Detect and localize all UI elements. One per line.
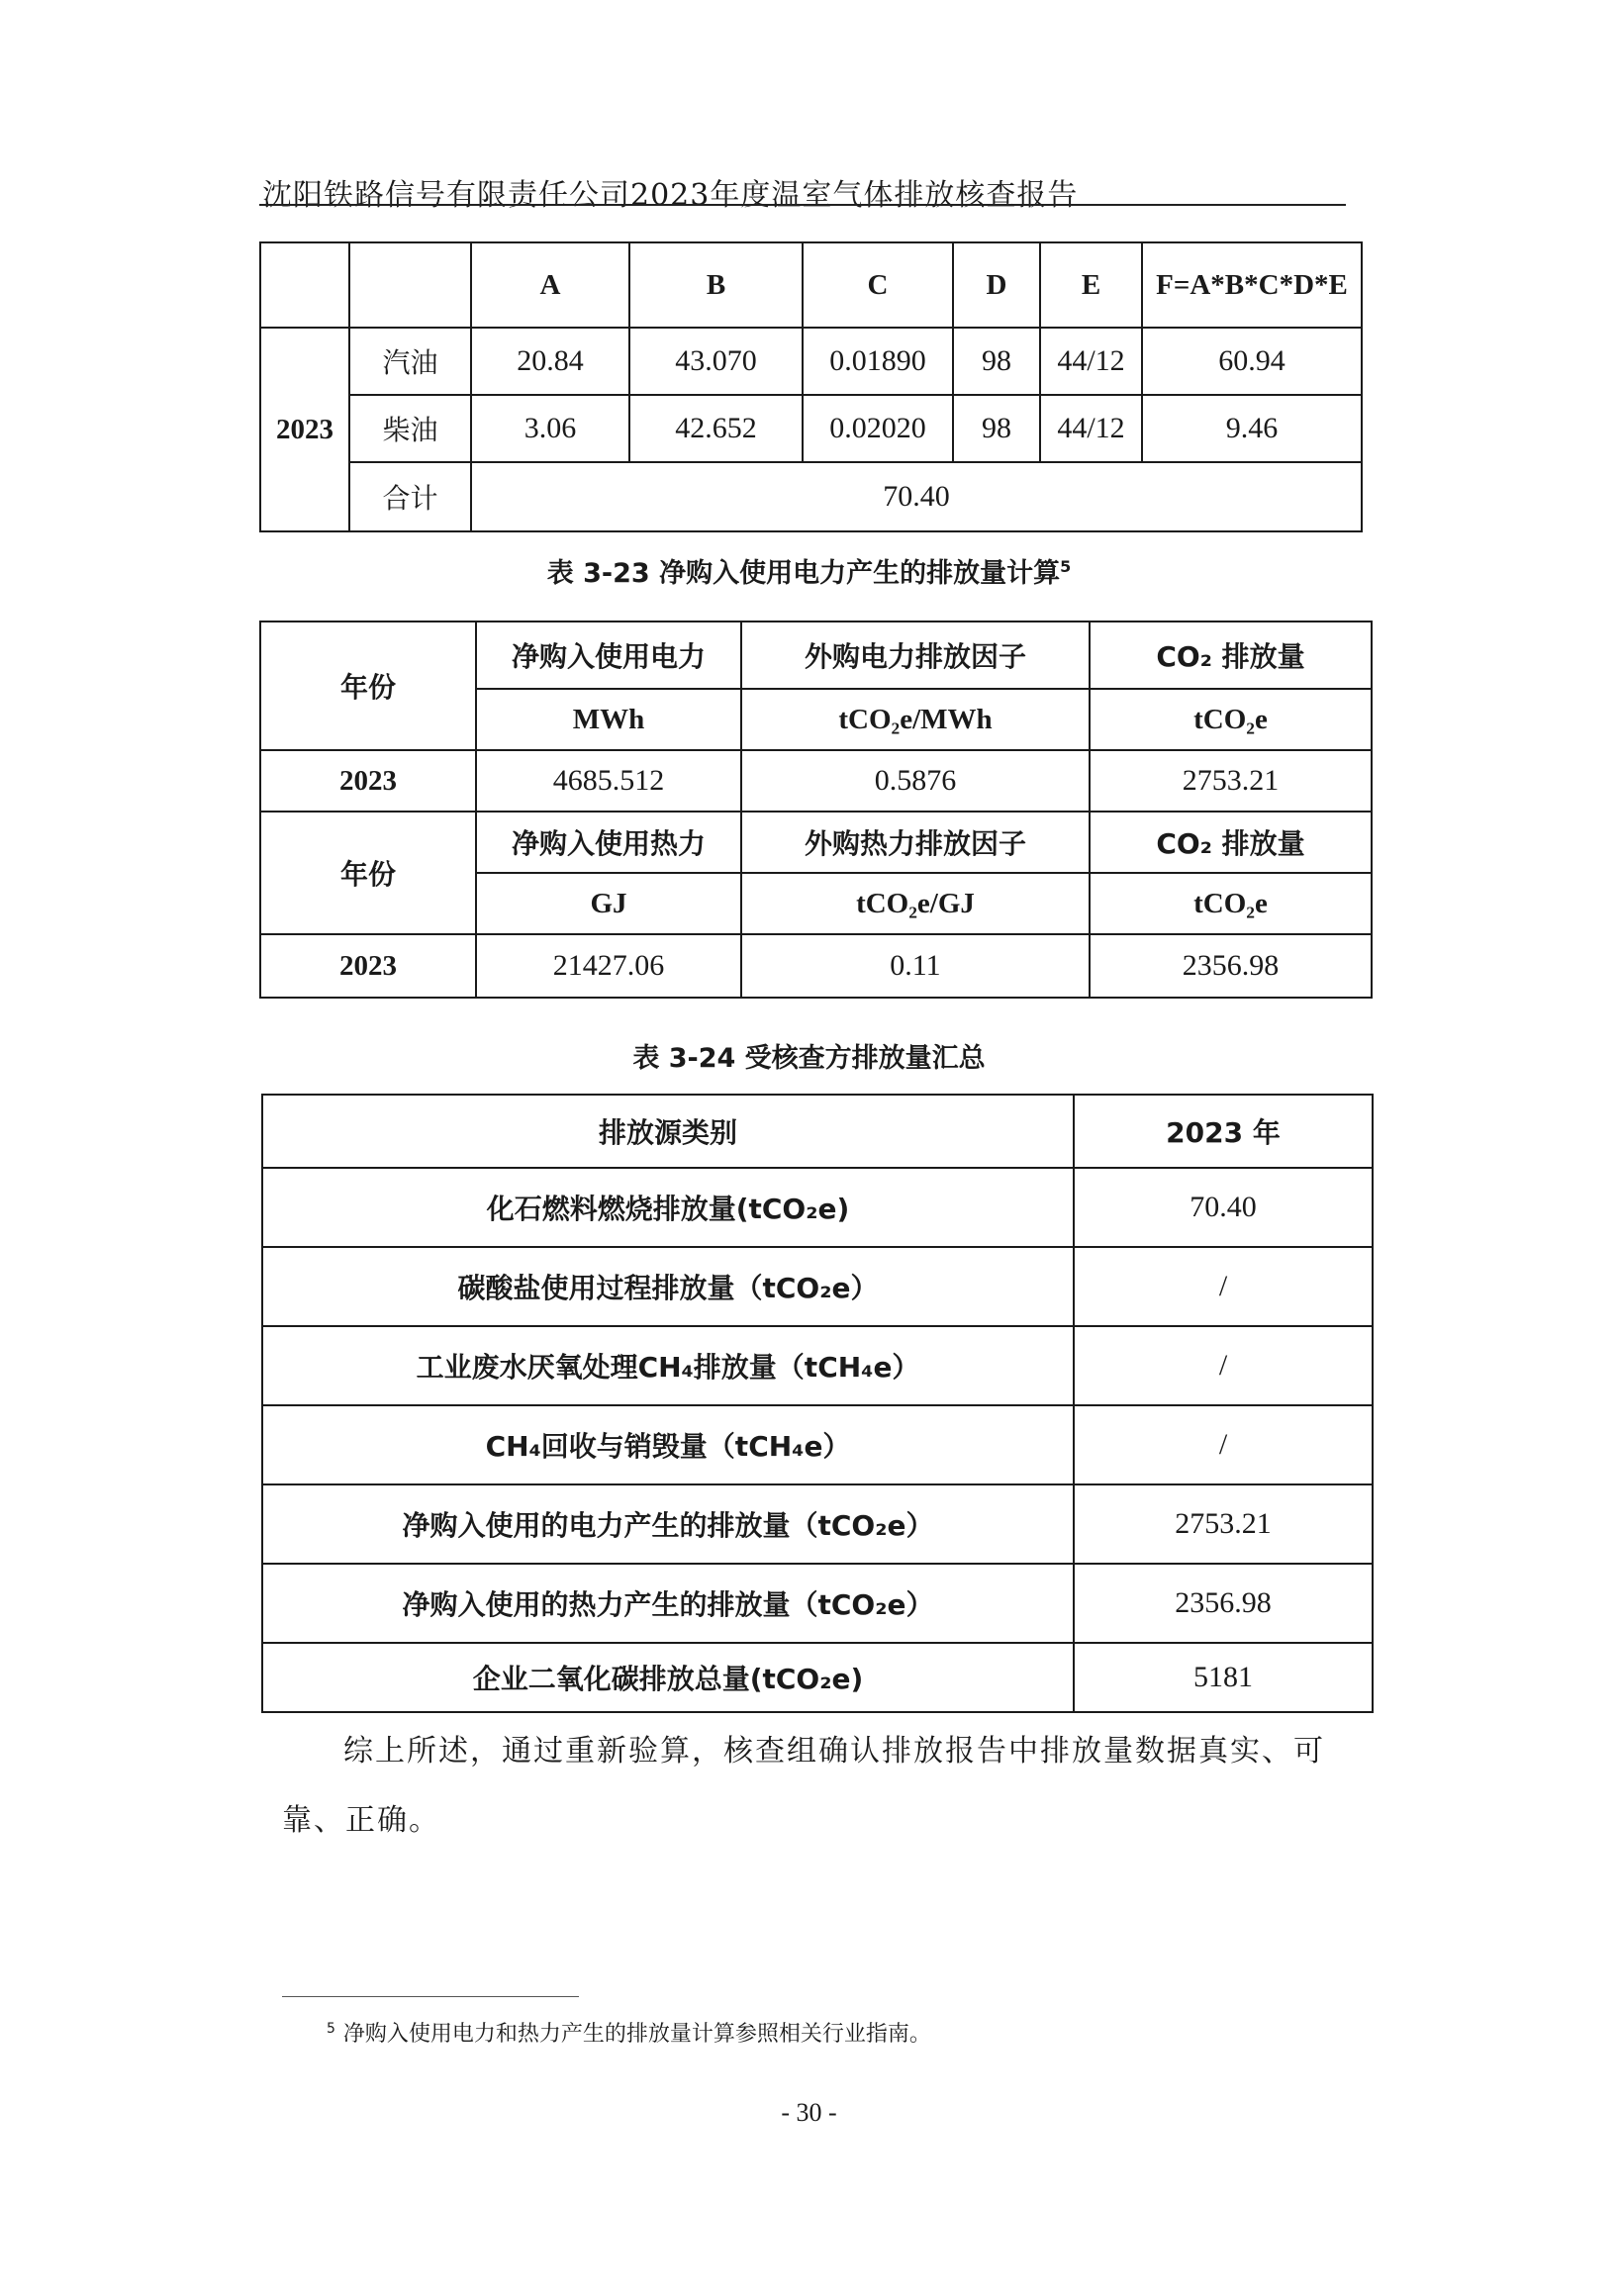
year-header-cell: 年份 (260, 622, 476, 750)
column-header: CO₂ 排放量 (1090, 622, 1372, 689)
running-header: 沈阳铁路信号有限责任公司2023年度温室气体排放核查报告 (262, 178, 1079, 213)
table-row (262, 1247, 1373, 1326)
value-cell: 98 (953, 395, 1040, 462)
value-cell: 44/12 (1040, 328, 1142, 395)
column-header-f: F=A*B*C*D*E (1142, 242, 1362, 328)
purchased-energy-table (259, 621, 1373, 999)
unit-cell: tCO₂e/MWh (741, 689, 1090, 750)
table-row (260, 395, 1362, 462)
table-row (260, 750, 1372, 812)
source-label-cell: 工业废水厌氧处理CH₄排放量（tCH₄e） (262, 1326, 1074, 1405)
column-header: CO₂ 排放量 (1090, 812, 1372, 873)
value-cell: 5181 (1074, 1643, 1373, 1712)
empty-cell (349, 242, 471, 328)
value-cell: 0.01890 (803, 328, 953, 395)
table-total-row (262, 1643, 1373, 1712)
column-header-b: B (629, 242, 803, 328)
value-cell: 60.94 (1142, 328, 1362, 395)
value-cell: 2356.98 (1090, 934, 1372, 998)
year-header-cell: 年份 (260, 812, 476, 934)
unit-cell: GJ (476, 873, 741, 934)
column-header-e: E (1040, 242, 1142, 328)
value-cell: 3.06 (471, 395, 629, 462)
column-header-d: D (953, 242, 1040, 328)
caption-text: 表 3-23 净购入使用电力产生的排放量计算 (546, 558, 1061, 589)
value-cell: / (1074, 1247, 1373, 1326)
source-label-cell: 净购入使用的电力产生的排放量（tCO₂e） (262, 1484, 1074, 1564)
value-cell: 2356.98 (1074, 1564, 1373, 1643)
emission-summary-table (261, 1094, 1374, 1713)
value-cell: 0.11 (741, 934, 1090, 998)
source-label-cell: CH₄回收与销毁量（tCH₄e） (262, 1405, 1074, 1484)
table-caption-3-23 (0, 551, 1618, 590)
column-header: 外购电力排放因子 (741, 622, 1090, 689)
table-header-row (260, 622, 1372, 689)
source-label-cell: 化石燃料燃烧排放量(tCO₂e) (262, 1168, 1074, 1247)
header-rule (259, 204, 1346, 206)
year-cell: 2023 (260, 934, 476, 998)
total-value-cell: 70.40 (471, 462, 1362, 531)
table-caption-3-24: 表 3-24 受核查方排放量汇总 (632, 1043, 986, 1074)
empty-cell (260, 242, 349, 328)
column-header: 净购入使用热力 (476, 812, 741, 873)
column-header: 净购入使用电力 (476, 622, 741, 689)
table-header-row (260, 242, 1362, 328)
conclusion-paragraph: 综上所述，通过重新验算，核查组确认排放报告中排放量数据真实、可靠、正确。 (282, 1734, 1325, 1838)
fuel-name-cell: 汽油 (349, 328, 471, 395)
table-row (260, 328, 1362, 395)
table-row (260, 934, 1372, 998)
source-label-cell: 碳酸盐使用过程排放量（tCO₂e） (262, 1247, 1074, 1326)
value-cell: / (1074, 1326, 1373, 1405)
value-cell: / (1074, 1405, 1373, 1484)
column-header: 外购热力排放因子 (741, 812, 1090, 873)
year-cell: 2023 (260, 328, 349, 531)
value-cell: 2753.21 (1074, 1484, 1373, 1564)
column-header-a: A (471, 242, 629, 328)
page-number: - 30 - (781, 2098, 837, 2127)
source-label-cell: 净购入使用的热力产生的排放量（tCO₂e） (262, 1564, 1074, 1643)
value-cell: 98 (953, 328, 1040, 395)
footnote-text: 净购入使用电力和热力产生的排放量计算参照相关行业指南。 (342, 2022, 931, 2047)
table-header-row (260, 812, 1372, 873)
footnote (327, 2017, 931, 2048)
source-label-cell: 企业二氧化碳排放总量(tCO₂e) (262, 1643, 1074, 1712)
value-cell: 20.84 (471, 328, 629, 395)
unit-cell: MWh (476, 689, 741, 750)
table-row (262, 1484, 1373, 1564)
table-row (262, 1405, 1373, 1484)
value-cell: 9.46 (1142, 395, 1362, 462)
table-row (262, 1326, 1373, 1405)
unit-cell: tCO₂e (1090, 873, 1372, 934)
unit-cell: tCO₂e/GJ (741, 873, 1090, 934)
value-cell: 44/12 (1040, 395, 1142, 462)
year-cell: 2023 (260, 750, 476, 812)
value-cell: 2753.21 (1090, 750, 1372, 812)
value-cell: 0.02020 (803, 395, 953, 462)
table-total-row (260, 462, 1362, 531)
value-cell: 42.652 (629, 395, 803, 462)
footnote-rule (282, 1996, 579, 1997)
value-cell: 4685.512 (476, 750, 741, 812)
value-cell: 21427.06 (476, 934, 741, 998)
footnote-mark: 5 (327, 2020, 335, 2037)
fuel-name-cell: 柴油 (349, 395, 471, 462)
table-header-row (262, 1095, 1373, 1168)
table-row (262, 1168, 1373, 1247)
total-label-cell: 合计 (349, 462, 471, 531)
column-header-source: 排放源类别 (262, 1095, 1074, 1168)
value-cell: 0.5876 (741, 750, 1090, 812)
value-cell: 70.40 (1074, 1168, 1373, 1247)
table-row (262, 1564, 1373, 1643)
column-header-c: C (803, 242, 953, 328)
footnote-reference: 5 (1060, 557, 1072, 576)
unit-cell: tCO₂e (1090, 689, 1372, 750)
fuel-emission-table (259, 241, 1363, 532)
column-header-year: 2023 年 (1074, 1095, 1373, 1168)
value-cell: 43.070 (629, 328, 803, 395)
